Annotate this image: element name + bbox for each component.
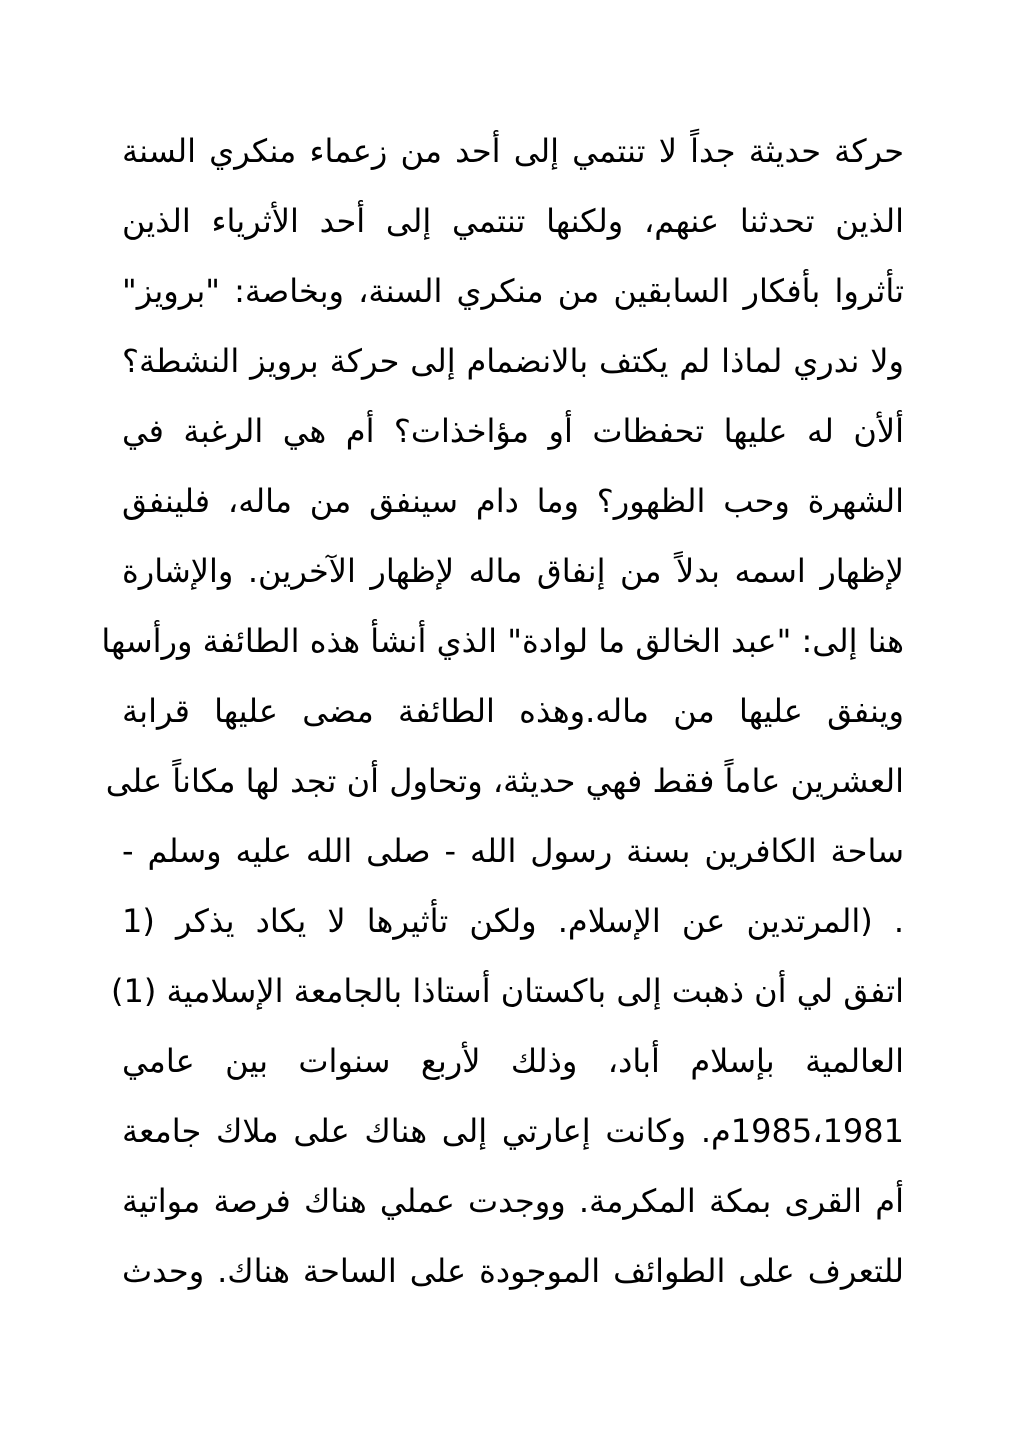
footnote-line: 1985،1981م. وكانت إعارتي إلى هناك على ملاك جامعة (122, 1112, 904, 1150)
text-line: ولا ندري لماذا لم يكتف بالانضمام إلى حركة برويز النشطة؟ (122, 342, 904, 380)
text-line: حركة حديثة جداً لا تنتمي إلى أحد من زعماء منكري السنة (122, 132, 904, 170)
footnote-line: العالمية بإسلام أباد، وذلك لأربع سنوات بين عامي (122, 1042, 904, 1080)
text-line: تأثروا بأفكار السابقين من منكري السنة، وبخاصة: "برويز" (122, 272, 904, 310)
text-line: . (المرتدين عن الإسلام. ولكن تأثيرها لا يكاد يذكر (1 (122, 902, 904, 940)
text-line: ألأن له عليها تحفظات أو مؤاخذات؟ أم هي الرغبة في (122, 412, 904, 450)
text-line: الشهرة وحب الظهور؟ وما دام سينفق من ماله، فلينفق (122, 482, 904, 520)
text-line: العشرين عاماً فقط فهي حديثة، وتحاول أن تجد لها مكاناً على (105, 762, 904, 800)
text-line: ساحة الكافرين بسنة رسول الله - صلى الله عليه وسلم - (122, 832, 904, 870)
text-line: الذين تحدثنا عنهم، ولكنها تنتمي إلى أحد الأثرياء الذين (122, 202, 904, 240)
footnote-line: اتفق لي أن ذهبت إلى باكستان أستاذا بالجامعة الإسلامية (1) (110, 972, 904, 1010)
text-line: وينفق عليها من ماله.وهذه الطائفة مضى عليها قرابة (122, 692, 904, 730)
footnote-line: للتعرف على الطوائف الموجودة على الساحة هناك. وحدث (122, 1252, 904, 1290)
text-line: لإظهار اسمه بدلاً من إنفاق ماله لإظهار الآخرين. والإشارة (122, 552, 904, 590)
body-text (101, 116, 904, 1306)
text-line: هنا إلى: "عبد الخالق ما لوادة" الذي أنشأ هذه الطائفة ورأسها (101, 622, 904, 660)
footnote-line: أم القرى بمكة المكرمة. ووجدت عملي هناك فرصة مواتية (122, 1182, 904, 1220)
